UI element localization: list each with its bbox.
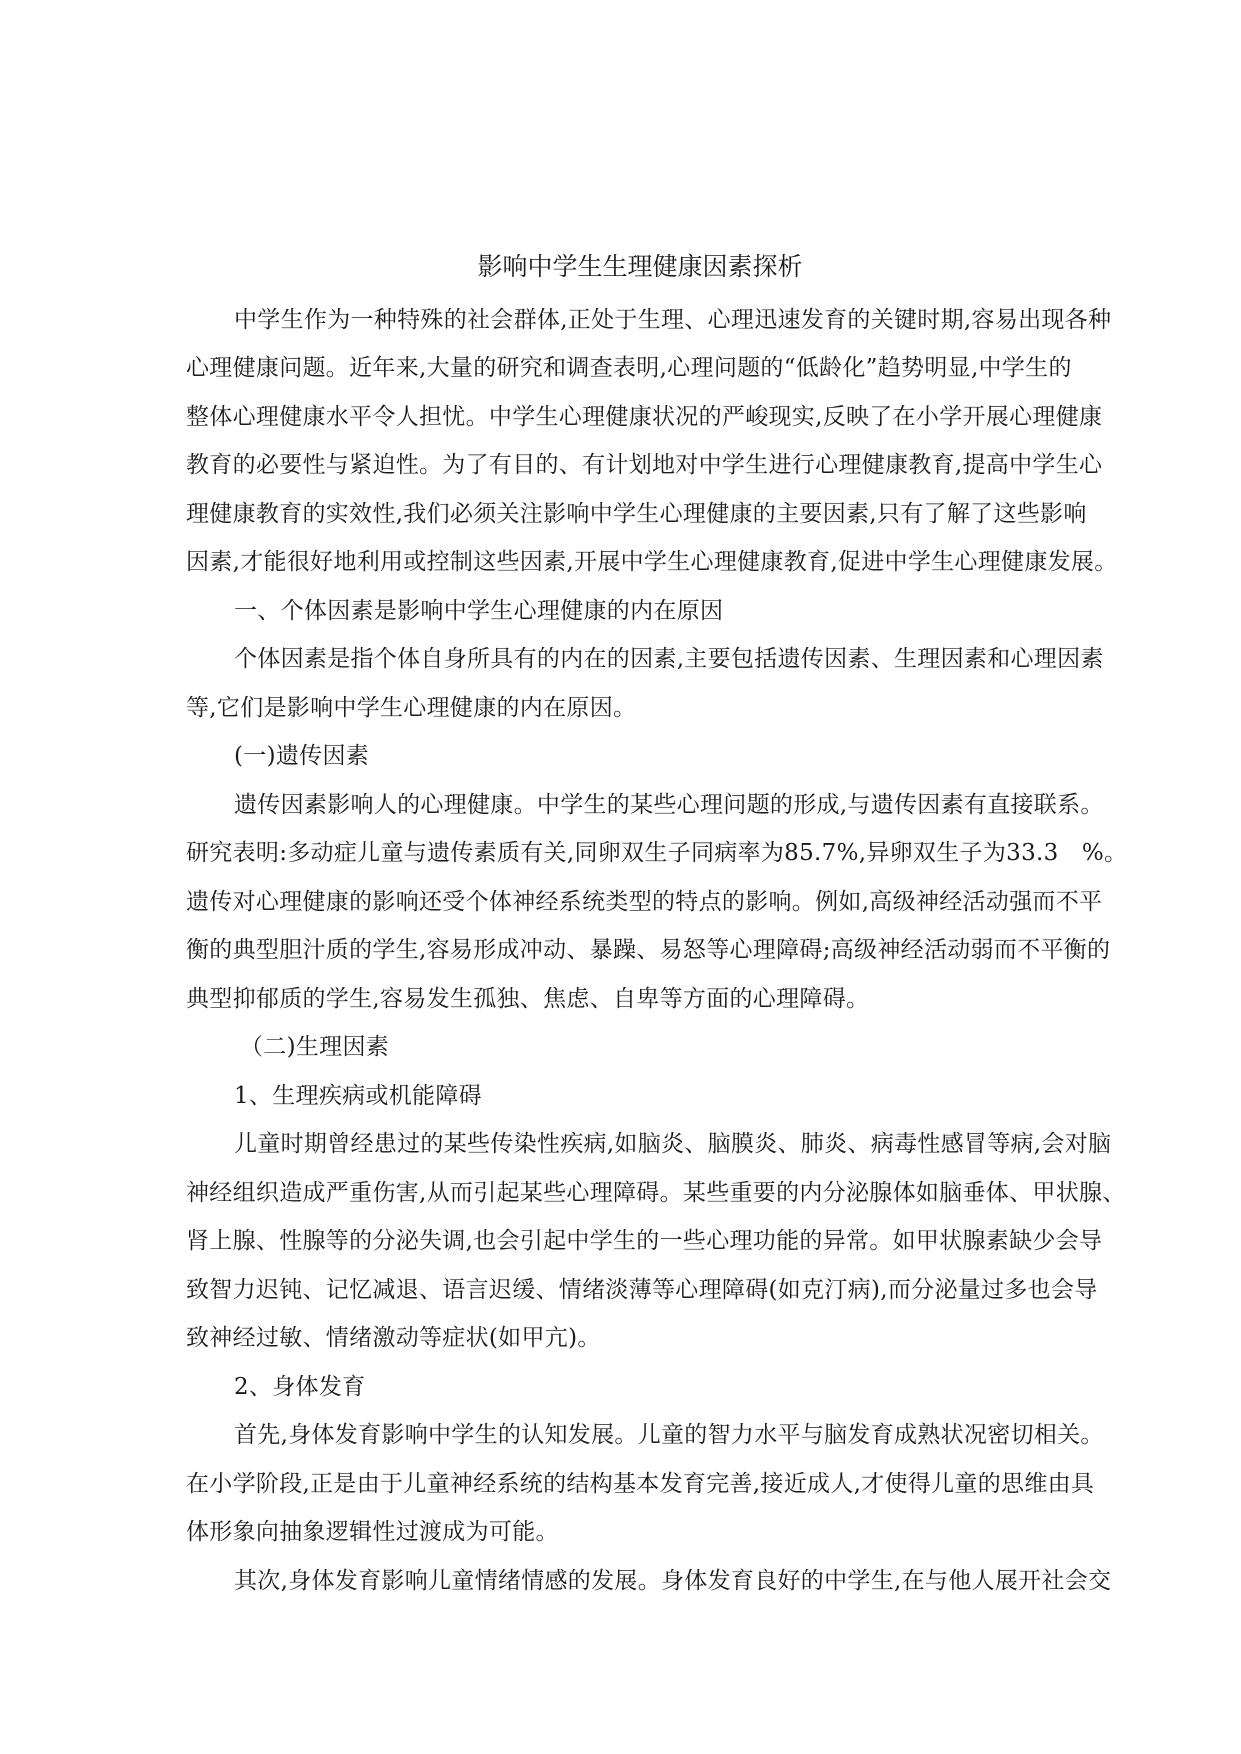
document-title: 影响中学生生理健康因素探析 [477, 252, 803, 281]
paragraph-line: 遗传对心理健康的影响还受个体神经系统类型的特点的影响。例如,高级神经活动强而不平 [186, 889, 1103, 915]
paragraph-line: 整体心理健康水平令人担忧。中学生心理健康状况的严峻现实,反映了在小学开展心理健康 [186, 404, 1103, 430]
paragraph-line: 教育的必要性与紧迫性。为了有目的、有计划地对中学生进行心理健康教育,提高中学生心 [186, 452, 1103, 478]
paragraph-line: 衡的典型胆汁质的学生,容易形成冲动、暴躁、易怒等心理障碍;高级神经活动弱而不平衡的 [186, 937, 1111, 963]
item-heading: 2、身体发育 [234, 1374, 366, 1400]
paragraph-line: 儿童时期曾经患过的某些传染性疾病,如脑炎、脑膜炎、肺炎、病毒性感冒等病,会对脑 [234, 1131, 1112, 1157]
paragraph-line: 等,它们是影响中学生心理健康的内在原因。 [186, 695, 637, 721]
paragraph-line: 肾上腺、性腺等的分泌失调,也会引起中学生的一些心理功能的异常。如甲状腺素缺少会导 [186, 1228, 1103, 1254]
paragraph-line: 致智力迟钝、记忆减退、语言迟缓、情绪淡薄等心理障碍(如克汀病),而分泌量过多也会导 [186, 1277, 1098, 1303]
paragraph-line: 体形象向抽象逻辑性过渡成为可能。 [186, 1519, 559, 1545]
paragraph-line: 典型抑郁质的学生,容易发生孤独、焦虑、自卑等方面的心理障碍。 [186, 986, 870, 1012]
paragraph-line: 因素,才能很好地利用或控制这些因素,开展中学生心理健康教育,促进中学生心理健康发展。 [186, 549, 1118, 575]
paragraph-line: 致神经过敏、情绪激动等症状(如甲亢)。 [186, 1325, 601, 1351]
paragraph-line: 其次,身体发育影响儿童情绪情感的发展。身体发育良好的中学生,在与他人展开社会交 [234, 1568, 1112, 1594]
paragraph-line: 在小学阶段,正是由于儿童神经系统的结构基本发育完善,接近成人,才使得儿童的思维由具 [186, 1471, 1095, 1497]
paragraph-line: 个体因素是指个体自身所具有的内在的因素,主要包括遗传因素、生理因素和心理因素 [234, 646, 1104, 672]
section-heading: 一、个体因素是影响中学生心理健康的内在原因 [234, 598, 724, 624]
paragraph-line: 心理健康问题。近年来,大量的研究和调查表明,心理问题的“低龄化”趋势明显,中学生的 [186, 355, 1072, 381]
subsection-heading: (一)遗传因素 [234, 743, 370, 769]
paragraph-line: 神经组织造成严重伤害,从而引起某些心理障碍。某些重要的内分泌腺体如脑垂体、甲状腺、 [186, 1180, 1126, 1206]
paragraph-line: 理健康教育的实效性,我们必须关注影响中学生心理健康的主要因素,只有了解了这些影响 [186, 501, 1087, 527]
paragraph-line: 遗传因素影响人的心理健康。中学生的某些心理问题的形成,与遗传因素有直接联系。 [234, 792, 1104, 818]
item-heading: 1、生理疾病或机能障碍 [234, 1083, 482, 1109]
paragraph-line: 首先,身体发育影响中学生的认知发展。儿童的智力水平与脑发育成熟状况密切相关。 [234, 1422, 1104, 1448]
paragraph-line: 中学生作为一种特殊的社会群体,正处于生理、心理迅速发育的关键时期,容易出现各种 [234, 307, 1112, 333]
subsection-heading: （二)生理因素 [240, 1034, 390, 1060]
paragraph-line: 研究表明:多动症儿童与遗传素质有关,同卵双生子同病率为85.7%,异卵双生子为33.3 %。 [186, 840, 1128, 866]
